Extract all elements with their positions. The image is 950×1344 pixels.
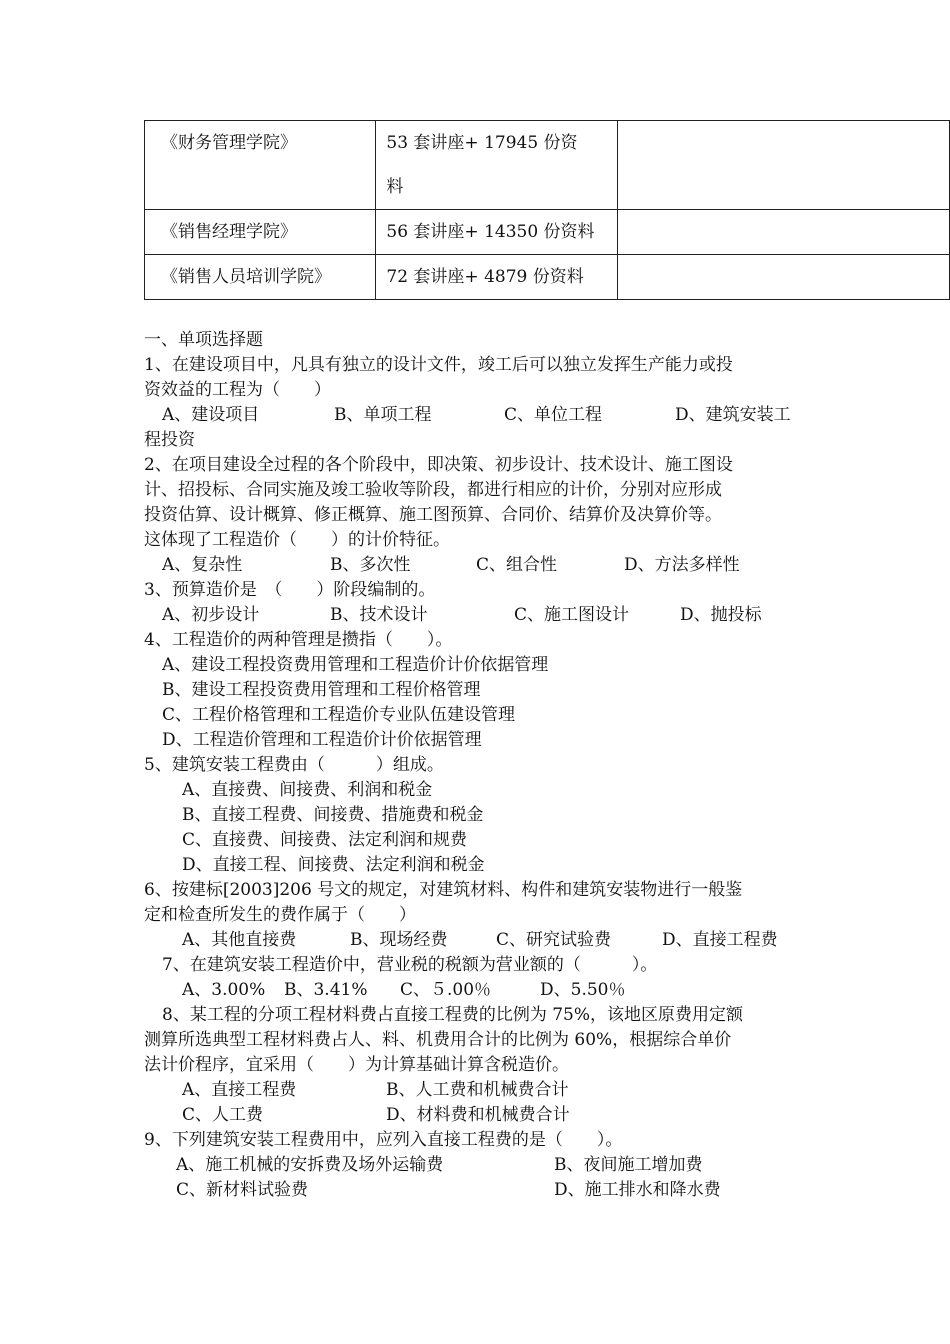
question-6-option-a: A、其他直接费: [182, 930, 297, 950]
question-1-option-d: D、建筑安装工: [675, 405, 791, 425]
question-2-stem-line: 2、在项目建设全过程的各个阶段中，即决策、初步设计、技术设计、施工图设: [144, 455, 733, 475]
question-2-stem-line: 这体现了工程造价（ ）的计价特征。: [144, 530, 450, 550]
question-9-option-d: D、施工排水和降水费: [554, 1180, 721, 1200]
question-6-option-b: B、现场经费: [350, 930, 448, 950]
question-8-stem-line: 测算所选典型工程材料费占人、料、机费用合计的比例为 60%，根据综合单价: [144, 1030, 732, 1050]
table-cell: 《财务管理学院》: [145, 121, 376, 210]
question-7-option-d: D、5.50％: [540, 980, 626, 1000]
question-8-option-c: C、人工费: [182, 1105, 264, 1125]
question-4-option-a: A、建设工程投资费用管理和工程造价计价依据管理: [162, 655, 549, 675]
question-8-stem-line: 8、某工程的分项工程材料费占直接工程费的比例为 75%，该地区原费用定额: [162, 1005, 744, 1025]
question-6-option-d: D、直接工程费: [662, 930, 778, 950]
question-8-option-d: D、材料费和机械费合计: [386, 1105, 570, 1125]
question-1-option-a: A、建设项目: [162, 405, 260, 425]
table-cell: 56 套讲座+ 14350 份资料: [376, 210, 617, 255]
question-7-option-c: C、５.00％: [400, 980, 492, 1000]
question-5-option-d: D、直接工程、间接费、法定利润和税金: [182, 855, 485, 875]
question-1-stem-line: 资效益的工程为（ ）: [144, 380, 331, 400]
question-3-stem-line: 3、预算造价是 （ ）阶段编制的。: [144, 580, 436, 600]
table-cell: 72 套讲座+ 4879 份资料: [376, 255, 617, 300]
course-table: [144, 120, 950, 300]
question-2-option-b: B、多次性: [330, 555, 411, 575]
cell-text-line-2: 料: [386, 177, 404, 197]
table-row: [145, 255, 950, 300]
question-8-option-a: A、直接工程费: [182, 1080, 297, 1100]
question-8-option-b: B、人工费和机械费合计: [386, 1080, 569, 1100]
question-9-option-c: C、新材料试验费: [176, 1180, 309, 1200]
question-1-option-c: C、单位工程: [504, 405, 603, 425]
question-2-stem-line: 计、招投标、合同实施及竣工验收等阶段，都进行相应的计价，分别对应形成: [144, 480, 722, 500]
table-row: [145, 210, 950, 255]
question-7-option-b: B、3.41%: [284, 980, 368, 1000]
question-2-stem-line: 投资估算、设计概算、修正概算、施工图预算、合同价、结算价及决算价等。: [144, 505, 722, 525]
question-7-option-a: A、3.00%: [182, 980, 266, 1000]
table-cell: [617, 210, 949, 255]
question-2-option-c: C、组合性: [476, 555, 558, 575]
table-row: [145, 121, 950, 210]
table-cell: [617, 255, 949, 300]
table-cell: [376, 121, 617, 210]
question-4-option-d: D、工程造价管理和工程造价计价依据管理: [162, 730, 482, 750]
question-2-option-a: A、复杂性: [162, 555, 243, 575]
cell-text-line-1: 53 套讲座+ 17945 份资: [386, 133, 578, 153]
question-3-option-c: C、施工图设计: [514, 605, 630, 625]
table-cell: 《销售经理学院》: [145, 210, 376, 255]
question-4-option-b: B、建设工程投资费用管理和工程价格管理: [162, 680, 481, 700]
question-5-option-c: C、直接费、间接费、法定利润和规费: [182, 830, 468, 850]
question-5-option-a: A、直接费、间接费、利润和税金: [182, 780, 433, 800]
question-9-option-b: B、夜间施工增加费: [554, 1155, 703, 1175]
question-4-option-c: C、工程价格管理和工程造价专业队伍建设管理: [162, 705, 516, 725]
question-6-option-c: C、研究试验费: [496, 930, 612, 950]
question-5-stem-line: 5、建筑安装工程费由（ ）组成。: [144, 755, 444, 775]
question-7-stem-line: 7、在建筑安装工程造价中，营业税的税额为营业额的（ ）。: [162, 955, 658, 975]
table-cell: 《销售人员培训学院》: [145, 255, 376, 300]
question-3-option-a: A、初步设计: [162, 605, 260, 625]
question-3-option-b: B、技术设计: [330, 605, 428, 625]
question-9-stem-line: 9、下列建筑安装工程费用中，应列入直接工程费的是（ ）。: [144, 1130, 623, 1150]
question-5-option-b: B、直接工程费、间接费、措施费和税金: [182, 805, 484, 825]
question-6-stem-line: 定和检查所发生的费作属于（ ）: [144, 905, 416, 925]
question-1-stem-line: 1、在建设项目中，凡具有独立的设计文件，竣工后可以独立发挥生产能力或投: [144, 355, 733, 375]
section-title: 一、单项选择题: [144, 330, 263, 350]
question-6-stem-line: 6、按建标[2003]206 号文的规定，对建筑材料、构件和建筑安装物进行一般鉴: [144, 880, 743, 900]
question-4-stem-line: 4、工程造价的两种管理是攒指（ ）。: [144, 630, 453, 650]
question-1-option-d-tail: 程投资: [144, 430, 195, 450]
question-9-option-a: A、施工机械的安拆费及场外运输费: [176, 1155, 444, 1175]
question-8-stem-line: 法计价程序，宜采用（ ）为计算基础计算含税造价。: [144, 1055, 569, 1075]
question-1-option-b: B、单项工程: [334, 405, 432, 425]
question-2-option-d: D、方法多样性: [624, 555, 740, 575]
question-3-option-d: D、抛投标: [680, 605, 762, 625]
table-cell: [617, 121, 949, 210]
